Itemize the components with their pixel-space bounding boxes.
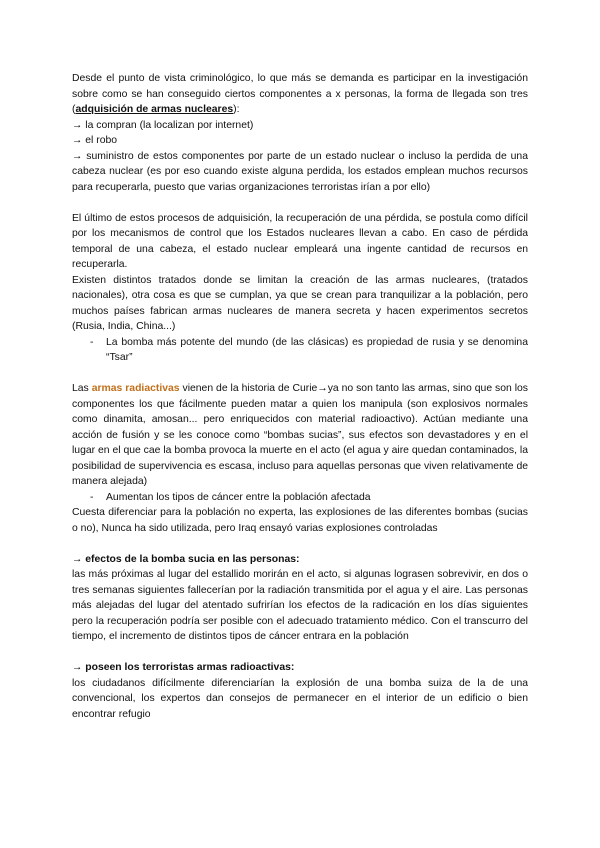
terrorists-heading: → poseen los terroristas armas radioactivas: xyxy=(72,662,295,673)
list-item-buy: → la compran (la localizan por internet) xyxy=(72,119,254,131)
differentiation-paragraph: Cuesta diferenciar para la población no experta, las explosiones de las diferentes bombas (sucias o no), Nunca ha sido utilizada, pero Iraq ensayó varias explosiones controladas xyxy=(72,507,528,534)
recovery-paragraph: El último de estos procesos de adquisición, la recuperación de una pérdida, se postula como difícil por los mecanismos de control que los Estados nucleares llevan a cabo. En caso de pérdida temporal de una cabeza, el estado nuclear empleará una ingente cantidad de recursos en recuperarla. xyxy=(72,212,528,270)
bullet-tsar xyxy=(72,335,528,366)
spacer xyxy=(72,536,528,552)
treaties-paragraph: Existen distintos tratados donde se limitan la creación de las armas nucleares, (tratados nacionales), otra cosa es que se cumplan, ya que se crean para tranquilizar a la población, pero muchos países fabrican armas nucleares de manera secreta y hacen experimentos secretos (Rusia, India, China...) xyxy=(72,274,528,332)
intro-paragraph xyxy=(72,71,528,118)
list-item-theft: → el robo xyxy=(72,135,118,146)
list-item-supply: → suministro de estos componentes por parte de un estado nuclear o incluso la perdida de una cabeza nuclear (es por eso cuando existe alguna perdida, los estados emplean muchos recursos para recuperarla, puesto que varias organizaciones terroristas irían a por ello) xyxy=(72,150,528,193)
radiactive-text: vienen de la historia de Curie→ya no son tanto las armas, sino que son los componentes los que fácilmente pueden matar a quien los manipula (son explosivos normales como dinamita, amosan... pero enriquecidos con material radioactivo). Actúan mediante una acción de fusión y se les conoce como “bombas sucias”, sus efectos son devastadores y en el lugar en el que cae la bomba provoca la muerte en el acto (el agua y aire quedan contaminados, la posibilidad de supervivencia es escasa, incluso para aquellas personas que viven relativamente de manera alejada) xyxy=(72,383,528,487)
effects-heading: → efectos de la bomba sucia en las personas: xyxy=(72,553,300,565)
document-page xyxy=(72,71,528,722)
intro-text: Desde el punto de vista criminológico, lo que más se demanda es participar en la investigación sobre como se han conseguido ciertos componentes a x personas, la forma de llegada son tres ( xyxy=(72,73,528,115)
radiactive-text-start: Las xyxy=(72,383,92,394)
terrorists-paragraph: los ciudadanos difícilmente diferenciarían la explosión de una bomba suiza de la de una convencional, los expertos dan consejos de permanecer en el interior de un edificio o bien encontrar refugio xyxy=(72,677,528,720)
spacer xyxy=(72,366,528,382)
spacer xyxy=(72,645,528,661)
radiactive-weapons-term: armas radiactivas xyxy=(91,383,180,394)
effects-paragraph: las más próximas al lugar del estallido morirán en el acto, si algunas lograsen sobrevivir, en dos o tres semanas siguientes fallecerían por la radiación transmitida por el agua y el aire. Las personas más alejadas del lugar del atentado sufrirían los efectos de la radicación en los días siguientes pero la recuperación podría ser posible con el adecuado tratamiento médico. Con el transcurro del tiempo, el incremento de distintos tipos de cáncer entrara en la población xyxy=(72,569,528,642)
bullet-marker: - xyxy=(90,491,94,503)
intro-text-end: ): xyxy=(233,104,240,115)
spacer xyxy=(72,195,528,211)
bullet-marker: - xyxy=(90,336,94,348)
bullet-cancer-text: Aumentan los tipos de cáncer entre la población afectada xyxy=(106,491,371,503)
bullet-tsar-text: La bomba más potente del mundo (de las clásicas) es propiedad de rusia y se denomina “Tsar” xyxy=(106,336,528,363)
nuclear-acquisition-term: adquisición de armas nucleares xyxy=(75,104,234,115)
bullet-cancer xyxy=(72,490,528,506)
radiactive-paragraph xyxy=(72,381,528,490)
